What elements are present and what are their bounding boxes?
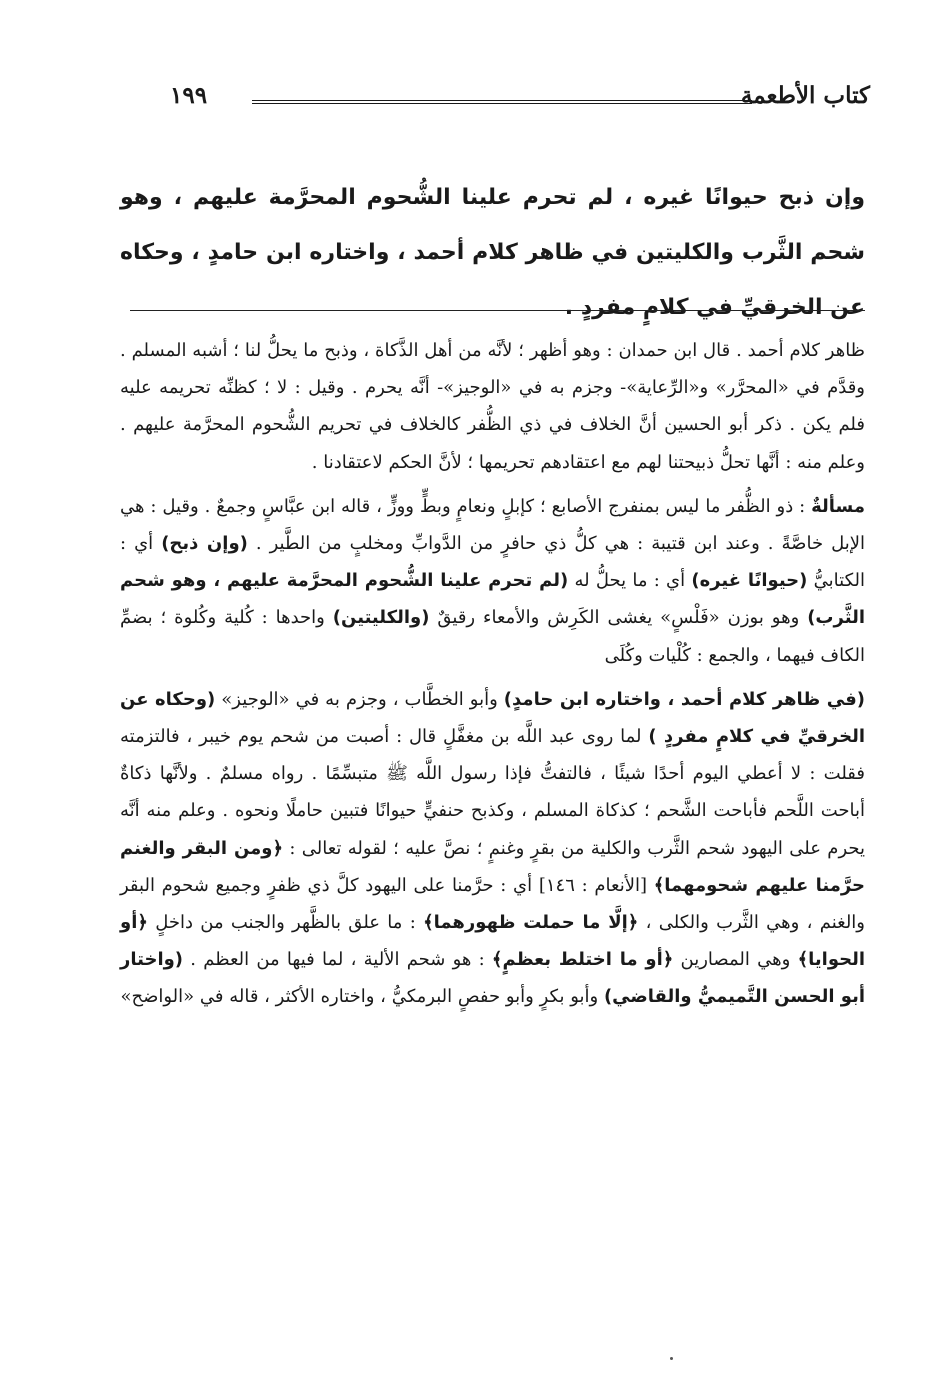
commentary-text: أي : الكتابيُّ [120,533,865,592]
quoted-matn: (وحكاه عن الخرقيِّ في كلامٍ مفردٍ ) [120,688,866,748]
issue-heading: مسألةٌ [811,495,865,517]
commentary-text: وأبو الخطَّاب ، وجزم به في «الوجيز» [215,688,504,710]
quoted-matn: (وإن ذبح) [161,533,248,555]
scan-speck [670,1357,673,1360]
commentary-text: واحدها : كُلية وكُلوة ؛ بضمِّ الكاف فيهما ، والجمع : كُلْيات وكُلَى [120,607,865,666]
quoted-matn: (والكليتين) [332,607,430,629]
running-header [170,82,870,122]
quran-quote: ﴿أو ما اختلط بعظمٍ﴾ [491,949,674,971]
commentary-text: : ما علق بالظَّهر والجنب من داخلٍ [147,912,424,934]
quran-quote: ﴿ومن البقر والغنم حرَّمنا عليهم شحومهما﴾ [120,837,866,896]
commentary-text: وهي المصارين [673,949,798,971]
quoted-matn: (حيوانًا غيره) [691,570,808,592]
commentary-block [120,332,865,1016]
commentary-text: وهو بوزن «فَلْسٍ» يغشى الكَرِش والأمعاء رقيقٌ [429,607,808,629]
commentary-paragraph-3 [120,681,865,1016]
quoted-matn: (في ظاهر كلام أحمد ، واختاره ابن حامدٍ) [503,688,865,710]
commentary-text: أي : ما يحلُّ له [568,570,692,592]
commentary-text: [الأنعام : ١٤٦] أي : حرَّمنا على اليهود كلَّ ذي ظفرٍ وجميع شحوم البقر والغنم ، وهي الثَّرب والكلى ، [120,874,866,934]
commentary-text: : ذو الظُّفر ما ليس بمنفرج الأصابع ؛ كإبلٍ ونعامٍ وبطٍّ ووزٍّ ، قاله ابن عبَّاسٍ وجمعٌ . وقيل : هي الإبل خاصَّةً . وعند ابن قتيبة : هي كلُّ ذي حافرٍ من الدَّوابِّ ومخلبٍ من الطَّير . [120,495,865,555]
chapter-title: كتاب الأطعمة [740,82,870,109]
main-text: وإن ذبح حيوانًا غيره ، لم تحرم علينا الشُّحوم المحرَّمة عليهم ، وهو شحم الثَّرب والكليتين في ظاهر كلام أحمد ، واختاره ابن حامدٍ ، وحكاه عن الخرقيِّ في كلامٍ مفردٍ . [120,185,865,320]
quoted-matn: (لم تحرم علينا الشُّحوم المحرَّمة عليهم ، وهو شحم الثَّرب) [120,570,865,629]
quran-quote: ﴿أو الحوايا﴾ [120,912,865,971]
main-text-separator [130,310,865,311]
commentary-paragraph-2 [120,488,865,674]
commentary-text: : هو شحم الألية ، لما فيها من العظم . [183,949,492,971]
quoted-matn: (واختار أبو الحسن التَّميميُّ والقاضي) [120,949,865,1008]
commentary-paragraph-1: ظاهر كلام أحمد . قال ابن حمدان : وهو أظهر ؛ لأنَّه من أهل الذَّكاة ، وذبح ما يحلُّ لنا ؛ أشبه المسلم . وقدَّم في «المحرَّر» و«الرِّعاية»- وجزم به في «الوجيز»- أنَّه يحرم . وقيل : لا ؛ كظنِّه تحريمه عليه فلم يكن . ذكر أبو الحسين أنَّ الخلاف في ذي الظُّفر كالخلاف في تحريم الشُّحوم المحرَّمة عليهم . وعلم منه : أنَّها تحلُّ ذبيحتنا لهم مع اعتقادهم تحريمها ؛ لأنَّ الحكم لاعتقادنا . [120,340,865,473]
header-rule [252,100,752,104]
commentary-text: لما روى عبد اللَّه بن مغفَّلٍ قال : أصبت من شحم يوم خيبر ، فالتزمته فقلت : لا أعطي اليوم أحدًا شيئًا ، فالتفتُّ فإذا رسول اللَّه ﷺ متبسِّمًا . رواه مسلمٌ . ولأنَّها ذكاةٌ أباحت اللَّحم فأباحت الشَّحم ؛ كذكاة المسلم ، وكذبح حنفيٍّ حيوانًا فتبين حاملًا ونحوه . وعلم منه أنَّه يحرم على اليهود شحم الثَّرب والكلية من بقرٍ وغنمٍ ؛ نصَّ عليه ؛ لقوله تعالى : [120,726,866,859]
quran-quote: ﴿إلَّا ما حملت ظهورهما﴾ [423,912,639,934]
page-number: ١٩٩ [170,82,208,109]
commentary-text: وأبو بكرٍ وأبو حفصٍ البرمكيُّ ، واختاره الأكثر ، قاله في «الواضح» [120,986,604,1008]
